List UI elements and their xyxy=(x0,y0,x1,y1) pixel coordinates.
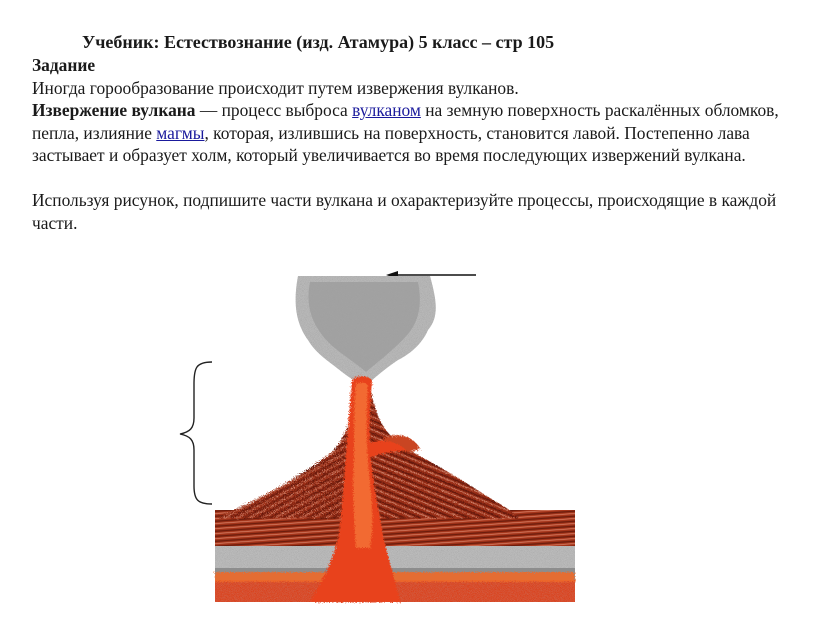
task-label: Задание xyxy=(32,55,96,75)
magma-link[interactable]: магмы xyxy=(156,122,205,143)
definition-text-3: , которая, излившись на поверхность, становится лавой. Постепенно лава застывает и образует холм, который увеличивается во время последующих извержений вулкана. xyxy=(32,122,750,166)
definition-paragraph xyxy=(32,99,812,167)
ash-cloud xyxy=(296,276,436,386)
volcano-illustration xyxy=(160,268,590,608)
instruction-paragraph: Используя рисунок, подпишите части вулкана и охарактеризуйте процессы, происходящие в каждой части. xyxy=(32,189,777,233)
page-heading: Учебник: Естествознание (изд. Атамура) 5 класс – стр 105 xyxy=(82,32,555,52)
curly-brace xyxy=(180,362,212,504)
volcano-figure xyxy=(160,268,590,608)
volcano-link[interactable]: вулканом xyxy=(352,100,421,121)
task-text xyxy=(32,54,812,234)
definition-text-2: на земную поверхность раскалённых обломков, пепла, излияние xyxy=(32,100,779,143)
definition-text-1: — процесс выброса xyxy=(195,100,353,121)
definition-term: Извержение вулкана xyxy=(32,100,196,121)
intro-paragraph: Иногда горообразование происходит путем извержения вулканов. xyxy=(32,77,519,98)
